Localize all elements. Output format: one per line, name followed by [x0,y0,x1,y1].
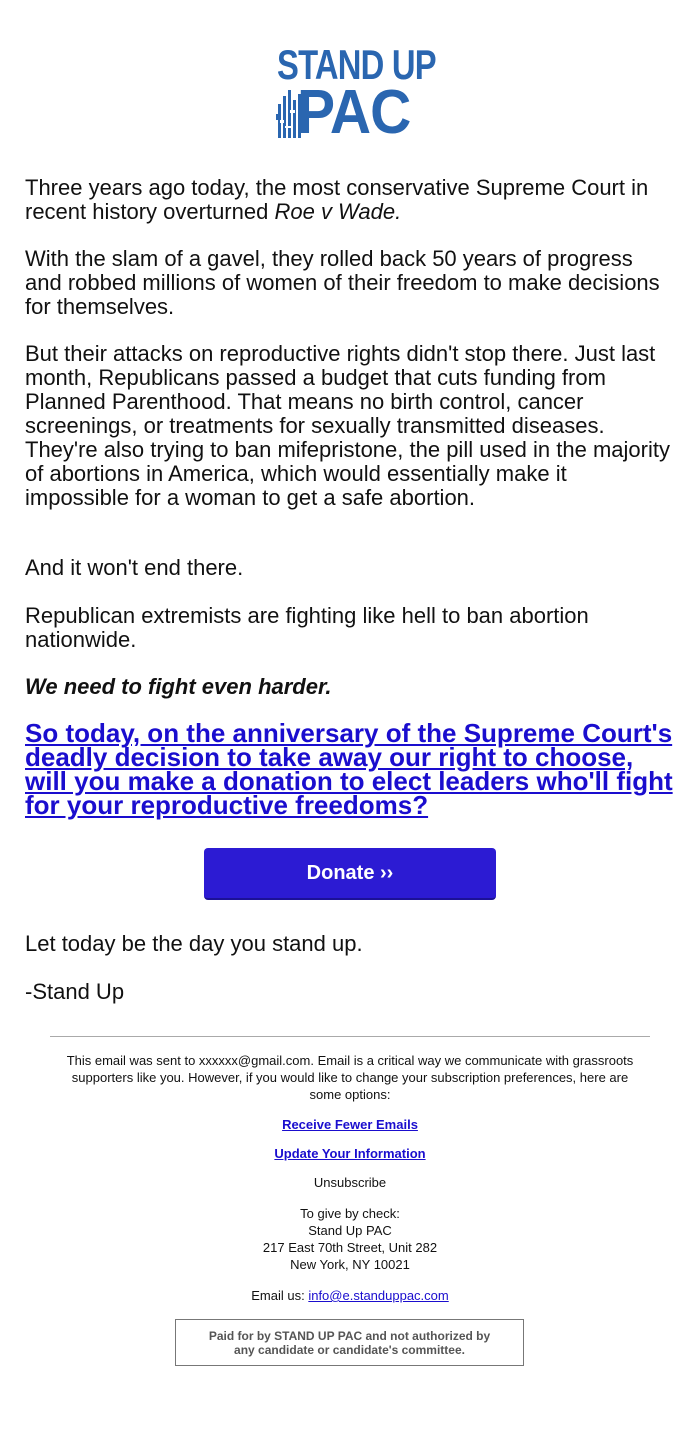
unsubscribe-link[interactable]: Unsubscribe [313,1175,387,1190]
receive-fewer-emails-link[interactable]: Receive Fewer Emails [282,1117,418,1132]
check-address-block [0,1205,700,1273]
signature: -Stand Up [25,979,125,1004]
stand-up-pac-logo [276,41,436,147]
email-address-link[interactable]: info@e.standuppac.com [308,1288,449,1303]
donate-button[interactable]: Donate ›› [204,848,496,900]
paid-for-disclaimer [175,1319,524,1366]
footer-link-row-update [0,1145,700,1162]
footer-notice: This email was sent to xxxxxx@gmail.com. Email is a critical way we communicate with grassroots supporters like you. However, if you would like to change your subscription preferences, here are some options: [66,1053,634,1102]
paid-for-line-1: Paid for by STAND UP PAC and not authorized by [208,1329,491,1343]
check-heading: To give by check: [300,1206,400,1221]
email-us-line [0,1287,700,1304]
roe-v-wade-italic: Roe v Wade. [274,199,402,224]
footer-divider [50,1036,650,1037]
logo-line-pac: PAC [297,78,411,147]
donation-cta-link[interactable]: So today, on the anniversary of the Supreme Court's deadly decision to take away our right to choose, will you make a donation to elect leaders who'll fight for your reproductive freedoms? [25,718,673,820]
paragraph-stand-up-today: Let today be the day you stand up. [25,931,363,956]
email-us-label: Email us: [251,1288,309,1303]
paragraph-attacks: But their attacks on reproductive rights didn't stop there. Just last month, Republicans passed a budget that cuts funding from Planned Parenthood. That means no birth control, cancer screenings, or treatments for sexually transmitted diseases. They're also trying to ban mifepristone, the pill used in the majority of abortions in America, which would essentially make it impossible for a woman to get a safe abortion. [25,341,670,510]
logo-line-stand-up: STAND UP [277,41,436,88]
paragraph-fight-harder: We need to fight even harder. [25,674,332,699]
paragraph-extremists: Republican extremists are fighting like hell to ban abortion nationwide. [25,603,589,652]
footer-link-row-fewer [0,1116,700,1133]
paragraph-wont-end: And it won't end there. [25,555,244,580]
check-name: Stand Up PAC [308,1223,392,1238]
check-city: New York, NY 10021 [290,1257,410,1272]
paragraph-roe-anniversary [25,176,673,224]
paragraph-roe-text: Three years ago today, the most conservative Supreme Court in recent history overturned [25,175,649,224]
check-street: 217 East 70th Street, Unit 282 [262,1240,438,1255]
paid-for-line-2: any candidate or candidate's committee. [234,1343,465,1357]
update-information-link[interactable]: Update Your Information [274,1146,426,1161]
paragraph-gavel: With the slam of a gavel, they rolled back 50 years of progress and robbed millions of women of their freedom to make decisions for themselves. [25,246,660,319]
